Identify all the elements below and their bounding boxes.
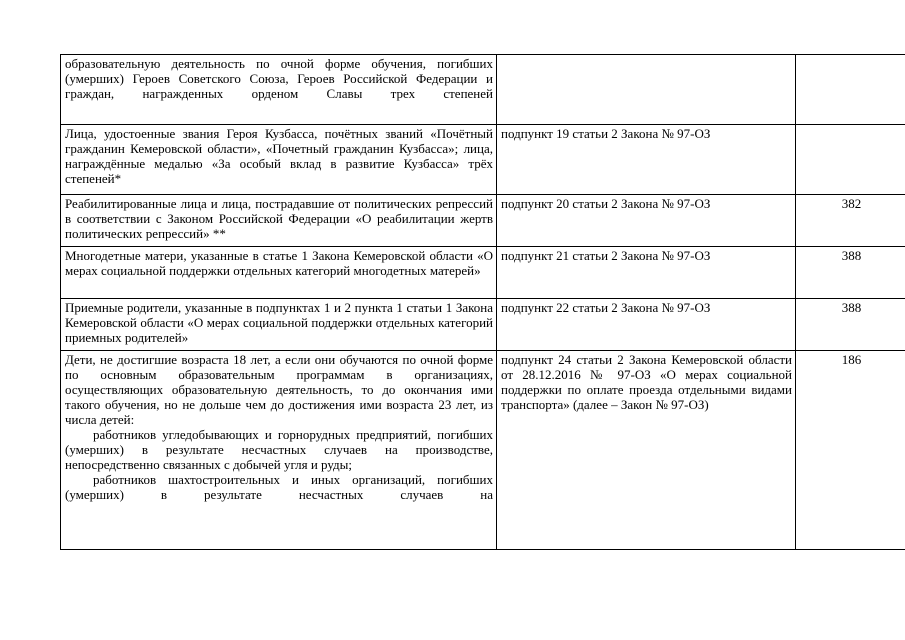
legal-basis-text: подпункт 24 статьи 2 Закона Кемеровской области от 28.12.2016 № 97-ОЗ «О мерах социальной поддержки по оплате проезда отдельными видами транспорта» (далее – Закон № 97-ОЗ): [501, 352, 792, 412]
category-text: образовательную деятельность по очной форме обучения, погибших (умерших) Героев Советского Союза, Героев Российской Федерации и граждан, награжденных орденом Славы трех степеней: [65, 56, 493, 101]
category-cell: [61, 247, 497, 299]
table-row: [61, 55, 905, 125]
number-cell: [796, 55, 905, 125]
legal-basis-cell: [497, 55, 796, 125]
number-text: 388: [841, 300, 862, 315]
legal-basis-text: подпункт 21 статьи 2 Закона № 97-ОЗ: [501, 248, 711, 263]
benefits-table: [60, 54, 905, 550]
category-cell: [61, 55, 497, 125]
table-row: [61, 125, 905, 195]
table-row: [61, 299, 905, 351]
category-text: Дети, не достигшие возраста 18 лет, а если они обучаются по очной форме по основным образовательным программам в организациях, осуществляющих образовательную деятельность, то до окончания ими такого обучения, но не дольше чем до достижения ими возраста 23 лет, из числа детей:: [65, 352, 493, 427]
table-row: [61, 195, 905, 247]
category-text: Лица, удостоенные звания Героя Кузбасса, почётных званий «Почётный гражданин Кемеровской области», «Почетный гражданин Кузбасса»; лица, награждённые медалью «За особый вклад в развитие Кузбасса» трёх степеней*: [65, 126, 493, 186]
number-text: 382: [841, 196, 862, 211]
number-text: 186: [841, 352, 862, 367]
category-cell: [61, 195, 497, 247]
legal-basis-cell: [497, 247, 796, 299]
legal-basis-cell: [497, 351, 796, 550]
number-cell: [796, 247, 905, 299]
category-subitem-text: работников угледобывающих и горнорудных предприятий, погибших (умерших) в результате несчастных случаев на производстве, непосредственно связанных с добычей угля и руды;: [65, 427, 493, 472]
category-subitem-text: работников шахтостроительных и иных организаций, погибших (умерших) в результате несчастных случаев на: [65, 472, 493, 502]
number-cell: [796, 299, 905, 351]
category-text: Реабилитированные лица и лица, пострадавшие от политических репрессий в соответствии с Законом Российской Федерации «О реабилитации жертв политических репрессий» **: [65, 196, 493, 241]
number-cell: [796, 351, 905, 550]
legal-basis-cell: [497, 299, 796, 351]
number-text: 388: [841, 248, 862, 263]
legal-basis-cell: [497, 195, 796, 247]
number-cell: [796, 125, 905, 195]
legal-basis-cell: [497, 125, 796, 195]
legal-basis-text: подпункт 22 статьи 2 Закона № 97-ОЗ: [501, 300, 711, 315]
number-cell: [796, 195, 905, 247]
category-cell: [61, 299, 497, 351]
category-text: Многодетные матери, указанные в статье 1 Закона Кемеровской области «О мерах социальной поддержки отдельных категорий многодетных матерей»: [65, 248, 493, 278]
category-cell: [61, 351, 497, 550]
category-text: Приемные родители, указанные в подпунктах 1 и 2 пункта 1 статьи 1 Закона Кемеровской области «О мерах социальной поддержки отдельных категорий приемных родителей»: [65, 300, 493, 345]
legal-basis-text: подпункт 20 статьи 2 Закона № 97-ОЗ: [501, 196, 711, 211]
legal-basis-text: подпункт 19 статьи 2 Закона № 97-ОЗ: [501, 126, 711, 141]
table-row: [61, 351, 905, 550]
table-row: [61, 247, 905, 299]
category-cell: [61, 125, 497, 195]
